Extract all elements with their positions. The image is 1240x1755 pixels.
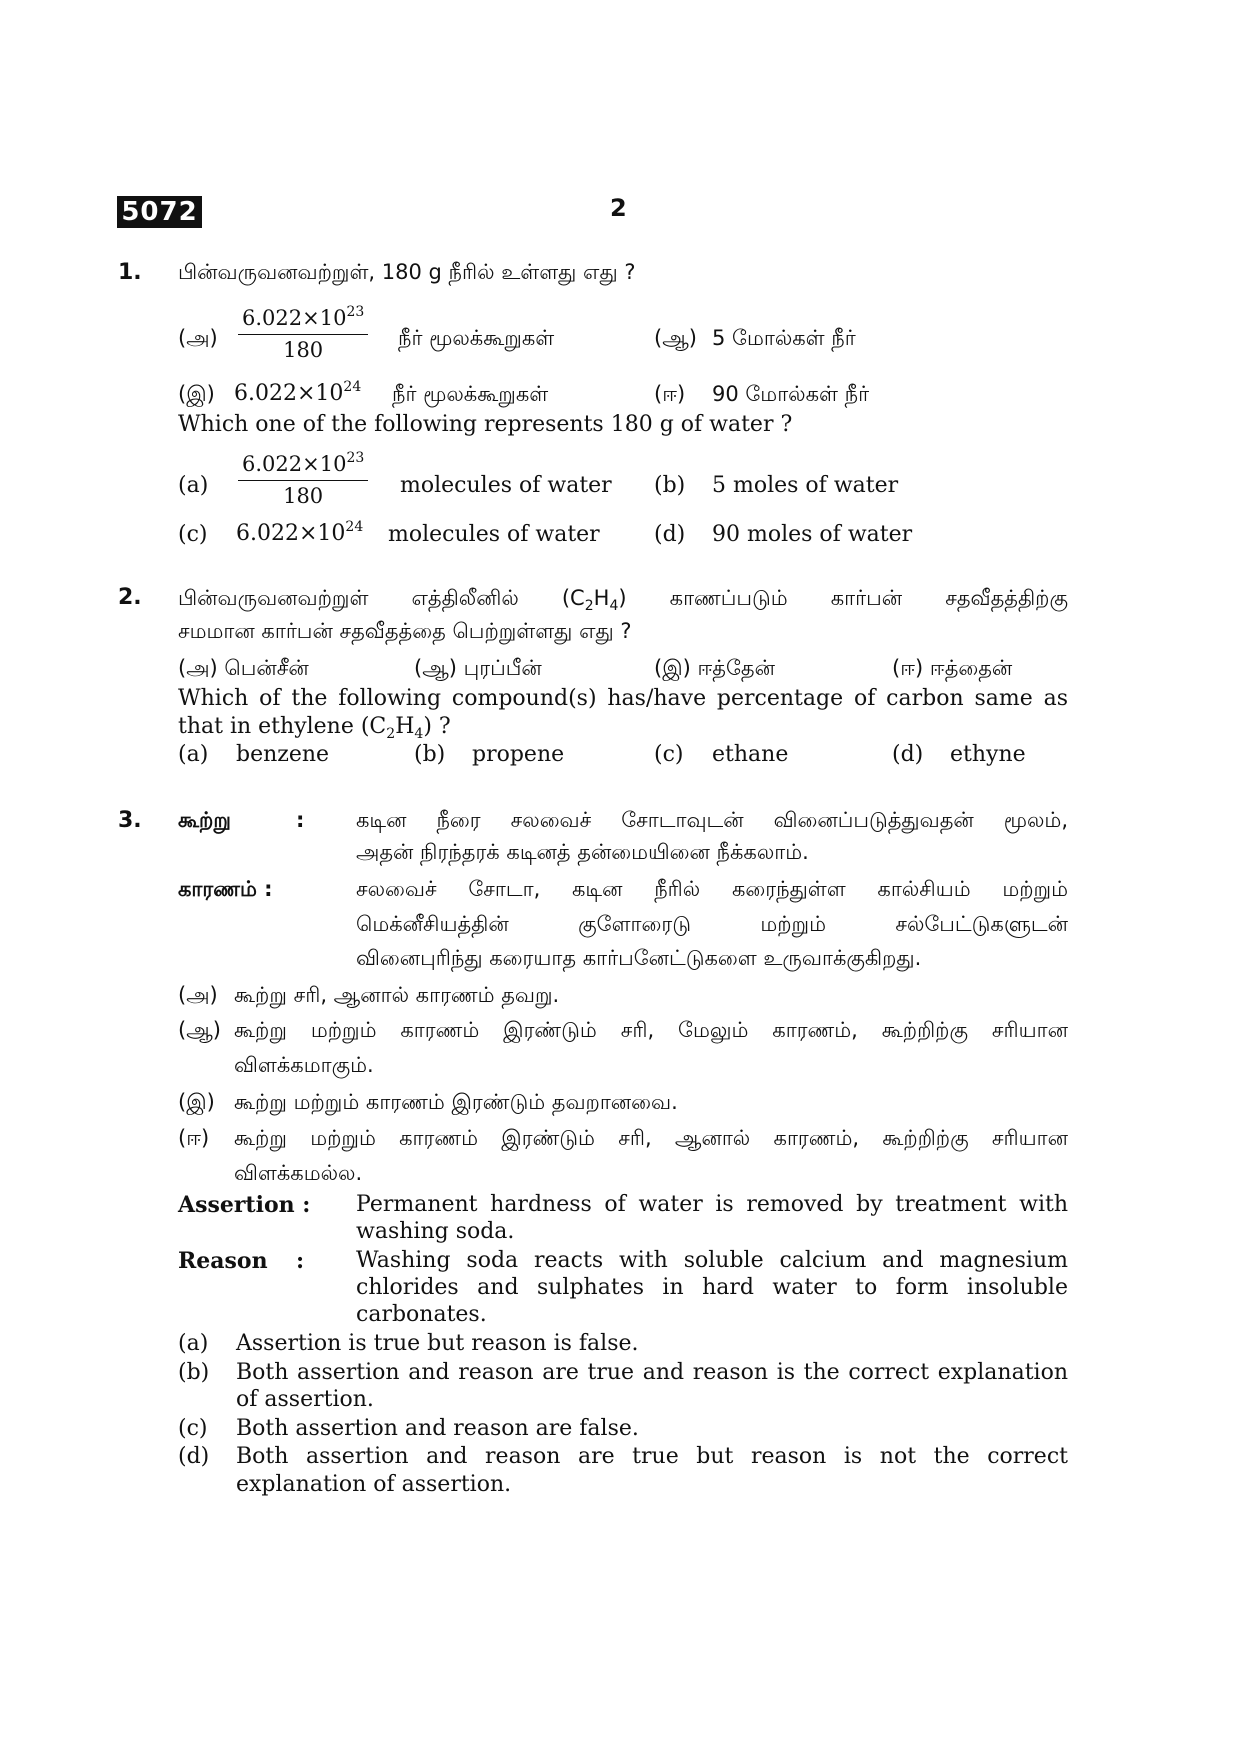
page-number: 2 — [610, 194, 627, 222]
q2-en-option-a-text: benzene — [236, 742, 330, 767]
q3-en-option-c-label: (c) — [178, 1416, 208, 1441]
q3-ta-reason-line-2: மெக்னீசியத்தின் குளோரைடு மற்றும் சல்பேட்டுகளுடன் — [356, 912, 1068, 936]
q3-ta-colon: : — [296, 808, 305, 832]
q2-ta-option-a: (அ) பென்சீன் — [178, 656, 309, 680]
q2-en-option-a-label: (a) — [178, 742, 209, 767]
q2-tamil-line-2: சமமான கார்பன் சதவீதத்தை பெற்றுள்ளது எது ? — [178, 619, 632, 643]
q1-ta-option-a-text: நீர் மூலக்கூறுகள் — [398, 326, 555, 350]
q3-ta-reason-label: காரணம் : — [178, 877, 273, 901]
fraction-numerator: 6.022×10 — [242, 306, 347, 330]
q1-en-option-d-text: 90 moles of water — [712, 522, 913, 547]
q3-ta-option-b-label: (ஆ) — [178, 1018, 221, 1042]
q2-en-option-d-text: ethyne — [950, 742, 1026, 767]
q1-en-option-a-fraction — [238, 450, 368, 511]
q2-tamil-line-1: பின்வருவனவற்றுள் எத்திலீனில் $(C_2H_4)$ காணப்படும் கார்பன் சதவீதத்திற்கு — [178, 586, 1068, 614]
q1-ta-option-a-label: (அ) — [178, 326, 218, 350]
q2-ta-option-d: (ஈ) ஈத்தைன் — [892, 656, 1013, 680]
q1-ta-option-b-text: 5 மோல்கள் நீர் — [712, 326, 856, 350]
q3-ta-assertion-line-2: அதன் நிரந்தரக் கடினத் தன்மையினை நீக்கலாம். — [356, 840, 809, 864]
q2-en-option-d-label: (d) — [892, 742, 924, 767]
q2-en-option-c-label: (c) — [654, 742, 684, 767]
q3-en-reason-label: Reason — [178, 1248, 268, 1274]
q3-en-option-a-text: Assertion is true but reason is false. — [236, 1331, 639, 1356]
q1-english-question: Which one of the following represents 180 g of water ? — [178, 412, 793, 437]
q3-ta-option-d-line-1: கூற்று மற்றும் காரணம் இரண்டும் சரி, ஆனால் காரணம், கூற்றிற்கு சரியான — [234, 1126, 1068, 1150]
q3-ta-option-b-line-2: விளக்கமாகும். — [234, 1053, 374, 1077]
q3-en-colon: : — [296, 1248, 305, 1274]
q1-en-option-b-label: (b) — [654, 473, 686, 498]
q2-english-line-2: that in ethylene $(C_2H_4)$ ? — [178, 714, 451, 742]
exponent: 23 — [346, 450, 365, 466]
q2-ta-option-c: (இ) ஈத்தேன் — [654, 656, 775, 680]
q3-en-option-d-line-2: explanation of assertion. — [236, 1472, 512, 1497]
question-2-number: 2. — [118, 585, 142, 610]
q1-ta-option-b-label: (ஆ) — [654, 326, 697, 350]
q1-ta-option-c-label: (இ) — [178, 382, 215, 406]
q1-tamil-question: பின்வருவனவற்றுள், 180 g நீரில் உள்ளது எது ? — [178, 260, 636, 284]
q3-en-option-b-line-2: of assertion. — [236, 1387, 374, 1412]
q1-ta-option-c-text: நீர் மூலக்கூறுகள் — [392, 382, 549, 406]
exponent: 23 — [346, 304, 365, 320]
q3-ta-assertion-line-1: கடின நீரை சலவைச் சோடாவுடன் வினைப்படுத்துவதன் மூலம், — [356, 808, 1068, 832]
q1-en-option-d-label: (d) — [654, 522, 686, 547]
q3-en-reason-line-2: chlorides and sulphates in hard water to form insoluble — [356, 1275, 1068, 1300]
q3-en-option-d-line-1: Both assertion and reason are true but reason is not the correct — [236, 1444, 1068, 1469]
q3-ta-option-d-label: (ஈ) — [178, 1126, 210, 1150]
q3-ta-option-c-label: (இ) — [178, 1090, 215, 1114]
q3-en-option-c-text: Both assertion and reason are false. — [236, 1416, 639, 1441]
q3-ta-option-b-line-1: கூற்று மற்றும் காரணம் இரண்டும் சரி, மேலும் காரணம், கூற்றிற்கு சரியான — [234, 1018, 1068, 1042]
q1-ta-option-a-fraction — [238, 304, 368, 365]
q3-en-reason-line-3: carbonates. — [356, 1302, 487, 1327]
question-1-number: 1. — [118, 260, 142, 285]
q2-en-option-b-text: propene — [472, 742, 565, 767]
q1-en-option-a-text: molecules of water — [400, 473, 612, 498]
q1-ta-option-c-value: $6.022\times 10^{24}$ — [234, 379, 362, 406]
q2-ta-option-b: (ஆ) புரப்பீன் — [414, 656, 542, 680]
q3-en-option-a-label: (a) — [178, 1331, 209, 1356]
q2-english-line-1: Which of the following compound(s) has/have percentage of carbon same as — [178, 686, 1068, 711]
q2-en-option-b-label: (b) — [414, 742, 446, 767]
q3-ta-assertion-label: கூற்று — [178, 808, 231, 832]
q3-ta-reason-line-3: வினைபுரிந்து கரையாத கார்பனேட்டுகளை உருவாக்குகிறது. — [356, 946, 922, 970]
q3-en-assertion-label: Assertion : — [178, 1192, 311, 1218]
q1-ta-option-d-text: 90 மோல்கள் நீர் — [712, 382, 870, 406]
q3-ta-option-d-line-2: விளக்கமல்ல. — [234, 1161, 363, 1185]
fraction-denominator: 180 — [283, 484, 324, 508]
q3-en-assertion-line-1: Permanent hardness of water is removed by treatment with — [356, 1192, 1068, 1217]
q3-ta-option-c-text: கூற்று மற்றும் காரணம் இரண்டும் தவறானவை. — [234, 1090, 678, 1114]
paper-code-badge: 5072 — [117, 196, 202, 228]
q1-en-option-b-text: 5 moles of water — [712, 473, 899, 498]
fraction-denominator: 180 — [283, 338, 324, 362]
q1-en-option-c-text: molecules of water — [388, 522, 600, 547]
q3-en-option-b-label: (b) — [178, 1360, 210, 1385]
fraction-numerator: 6.022×10 — [242, 452, 347, 476]
q3-en-assertion-line-2: washing soda. — [356, 1219, 515, 1244]
q3-en-option-d-label: (d) — [178, 1444, 210, 1469]
q3-ta-option-a-label: (அ) — [178, 983, 218, 1007]
q1-en-option-c-value: $6.022\times 10^{24}$ — [236, 519, 364, 546]
q2-en-option-c-text: ethane — [712, 742, 789, 767]
q3-en-reason-line-1: Washing soda reacts with soluble calcium and magnesium — [356, 1248, 1068, 1273]
q1-en-option-a-label: (a) — [178, 473, 209, 498]
q3-ta-option-a-text: கூற்று சரி, ஆனால் காரணம் தவறு. — [234, 983, 560, 1007]
q3-ta-reason-line-1: சலவைச் சோடா, கடின நீரில் கரைந்துள்ள கால்சியம் மற்றும் — [356, 877, 1068, 901]
q1-ta-option-d-label: (ஈ) — [654, 382, 686, 406]
q1-en-option-c-label: (c) — [178, 522, 208, 547]
q3-en-option-b-line-1: Both assertion and reason are true and reason is the correct explanation — [236, 1360, 1068, 1385]
question-3-number: 3. — [118, 808, 142, 833]
